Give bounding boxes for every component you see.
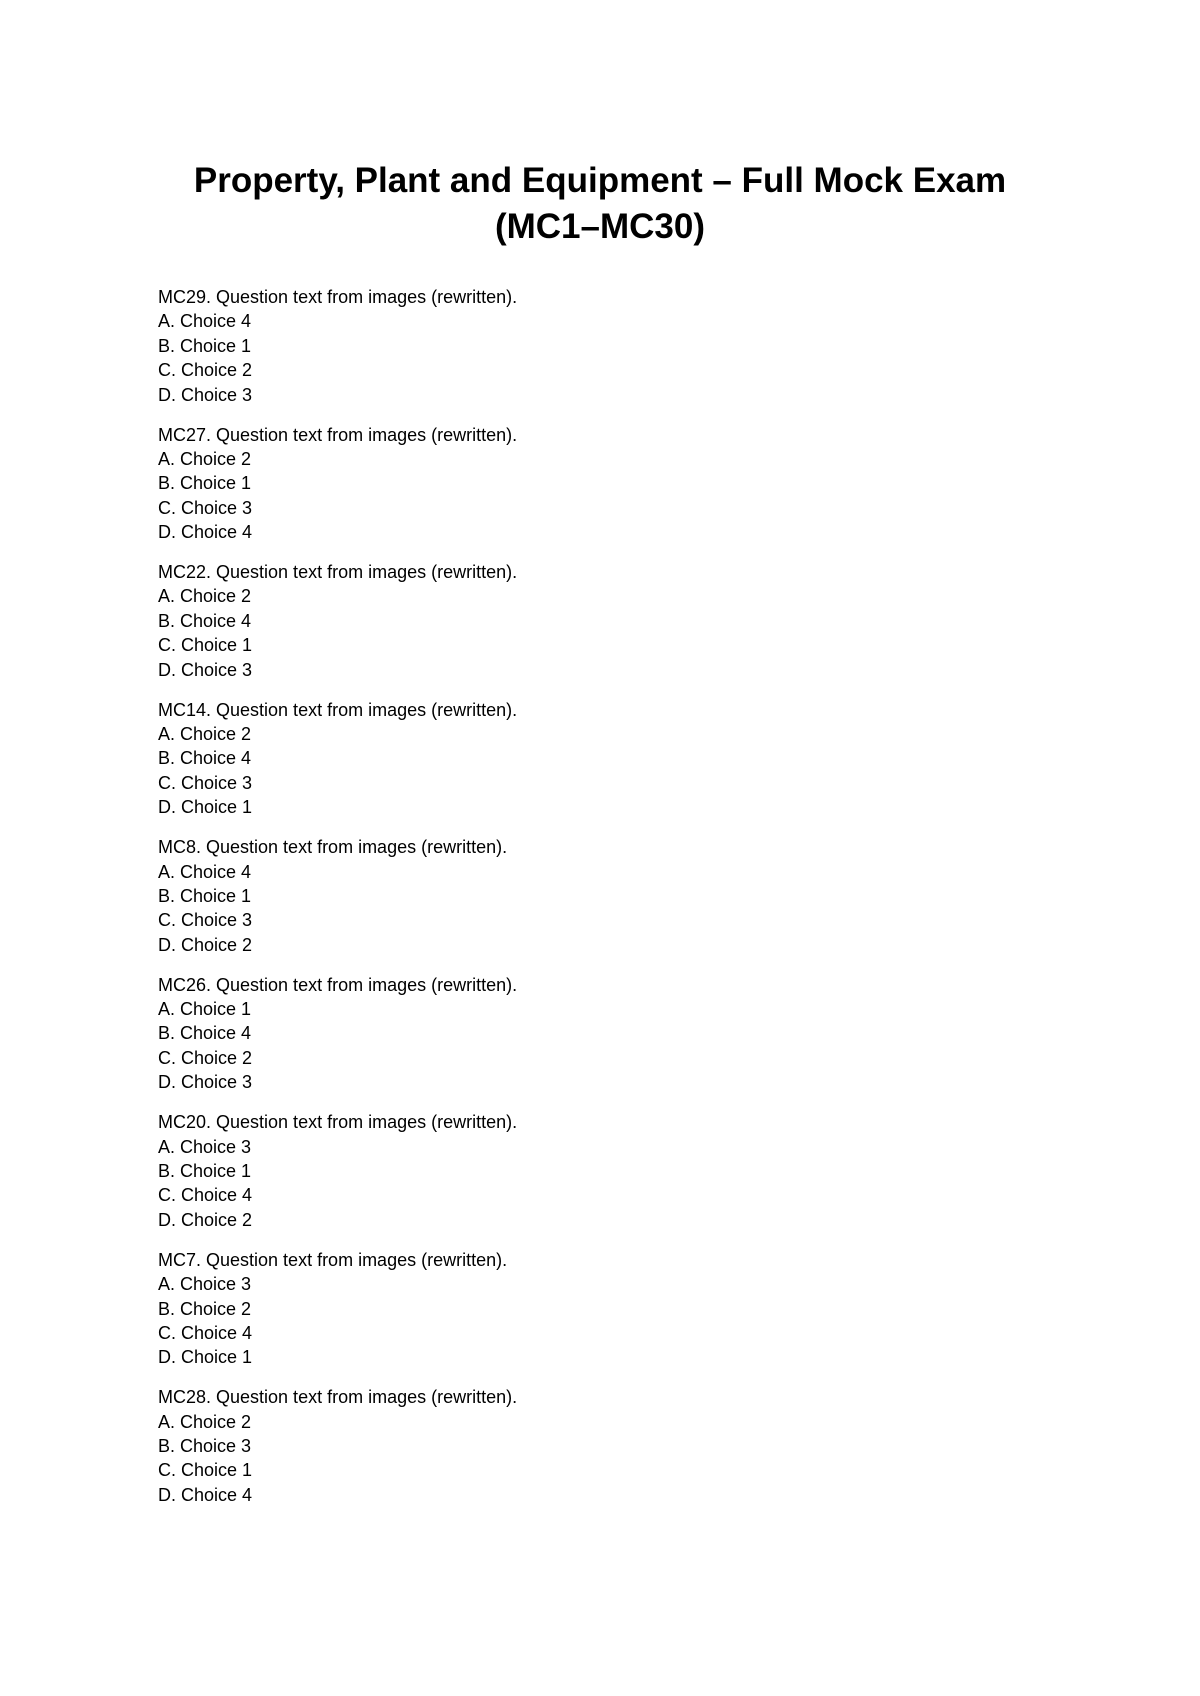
question-list xyxy=(158,285,1058,1523)
choice-d: D. Choice 3 xyxy=(158,1072,253,1093)
question-text: MC8. Question text from images (rewritten). xyxy=(158,837,508,858)
choice-a: A. Choice 2 xyxy=(158,448,252,469)
choice-b: B. Choice 2 xyxy=(158,1298,252,1319)
choice-c: C. Choice 3 xyxy=(158,497,253,518)
question-block xyxy=(158,1110,1058,1232)
choice-d: D. Choice 1 xyxy=(158,797,253,818)
choice-a: A. Choice 2 xyxy=(158,724,252,744)
question-block xyxy=(158,1385,1058,1507)
choice-b: B. Choice 1 xyxy=(158,885,252,906)
choice-d: D. Choice 4 xyxy=(158,522,253,543)
question-text: MC29. Question text from images (rewritten). xyxy=(158,287,518,307)
choice-d: D. Choice 4 xyxy=(158,1484,253,1505)
question-block xyxy=(158,423,1058,545)
choice-a: A. Choice 4 xyxy=(158,861,252,882)
choice-c: C. Choice 2 xyxy=(158,360,253,381)
choice-d: D. Choice 3 xyxy=(158,659,253,680)
choice-a: A. Choice 1 xyxy=(158,999,252,1020)
question-text: MC7. Question text from images (rewritten). xyxy=(158,1249,508,1270)
choice-c: C. Choice 3 xyxy=(158,772,253,793)
question-block xyxy=(158,285,1058,407)
question-block xyxy=(158,973,1058,1095)
choice-b: B. Choice 3 xyxy=(158,1436,252,1457)
choice-b: B. Choice 1 xyxy=(158,1161,252,1181)
choice-a: A. Choice 3 xyxy=(158,1274,252,1295)
question-text: MC27. Question text from images (rewritten). xyxy=(158,424,518,445)
choice-d: D. Choice 1 xyxy=(158,1347,253,1368)
question-block xyxy=(158,835,1058,957)
choice-c: C. Choice 3 xyxy=(158,910,253,931)
choice-a: A. Choice 4 xyxy=(158,311,252,332)
choice-c: C. Choice 2 xyxy=(158,1047,253,1068)
question-text: MC22. Question text from images (rewritten). xyxy=(158,562,518,583)
choice-c: C. Choice 4 xyxy=(158,1322,253,1343)
choice-b: B. Choice 4 xyxy=(158,1023,252,1044)
choice-b: B. Choice 1 xyxy=(158,473,252,494)
choice-b: B. Choice 4 xyxy=(158,610,252,631)
choice-d: D. Choice 3 xyxy=(158,384,253,405)
question-text: MC28. Question text from images (rewritten). xyxy=(158,1387,518,1408)
choice-c: C. Choice 1 xyxy=(158,635,253,656)
choice-b: B. Choice 4 xyxy=(158,748,252,769)
question-block xyxy=(158,560,1058,682)
question-block xyxy=(158,698,1058,820)
choice-b: B. Choice 1 xyxy=(158,335,252,356)
choice-d: D. Choice 2 xyxy=(158,1209,253,1230)
choice-a: A. Choice 3 xyxy=(158,1136,252,1157)
choice-d: D. Choice 2 xyxy=(158,934,253,955)
question-text: MC26. Question text from images (rewritten). xyxy=(158,974,518,995)
document-title: Property, Plant and Equipment – Full Mock Exam (MC1–MC30) xyxy=(193,161,1007,246)
choice-a: A. Choice 2 xyxy=(158,1411,252,1432)
choice-c: C. Choice 1 xyxy=(158,1460,253,1481)
question-block xyxy=(158,1248,1058,1370)
choice-c: C. Choice 4 xyxy=(158,1185,253,1206)
choice-a: A. Choice 2 xyxy=(158,586,252,607)
question-text: MC14. Question text from images (rewritten). xyxy=(158,699,518,720)
question-text: MC20. Question text from images (rewritten). xyxy=(158,1112,518,1133)
